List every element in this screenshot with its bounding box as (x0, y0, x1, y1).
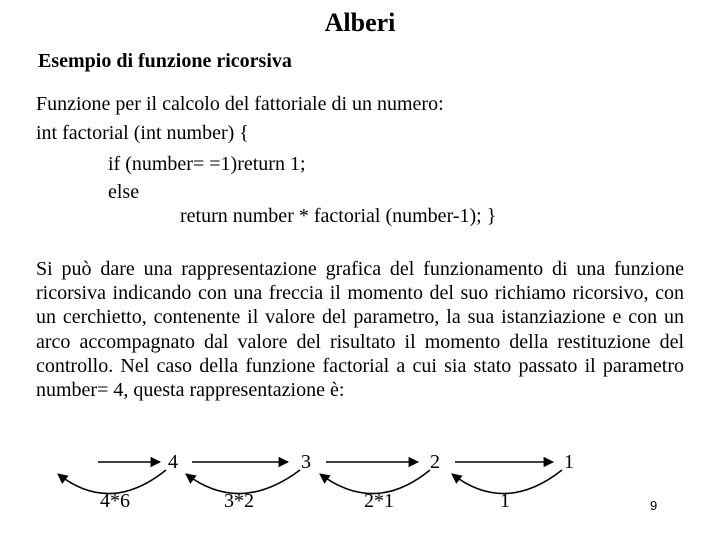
code-if-line: if (number= =1)return 1; (108, 153, 306, 175)
return-label-4: 1 (500, 490, 510, 512)
code-signature: int factorial (int number) { (36, 122, 249, 144)
return-label-3: 2*1 (364, 490, 394, 512)
return-label-1: 4*6 (100, 490, 130, 512)
page-number: 9 (650, 498, 658, 513)
code-return-line: return number * factorial (number-1); } (180, 205, 497, 227)
slide-title: Alberi (324, 8, 396, 37)
call-label-4: 4 (168, 451, 178, 473)
recursion-diagram (0, 430, 720, 530)
slide-subtitle: Esempio di funzione ricorsiva (38, 50, 292, 72)
call-label-1: 1 (564, 451, 574, 473)
call-label-2: 2 (430, 451, 440, 473)
call-label-3: 3 (301, 451, 311, 473)
explanation-paragraph: Si può dare una rappresentazione grafica del funzionamento di una funzione ricorsiva indicando con una freccia il momento del suo richiamo ricorsivo, con un cerchietto, contenente il valore del parametro, la sua istanziazione e con un arco accompagnato dal valore del risultato il momento della restituzione del controllo. Nel caso della funzione factorial a cui sia stato passato il parametro number= 4, questa rappresentazione è: (36, 258, 684, 402)
intro-text: Funzione per il calcolo del fattoriale di un numero: (36, 93, 444, 115)
code-else-line: else (108, 181, 140, 203)
return-label-2: 3*2 (224, 490, 254, 512)
